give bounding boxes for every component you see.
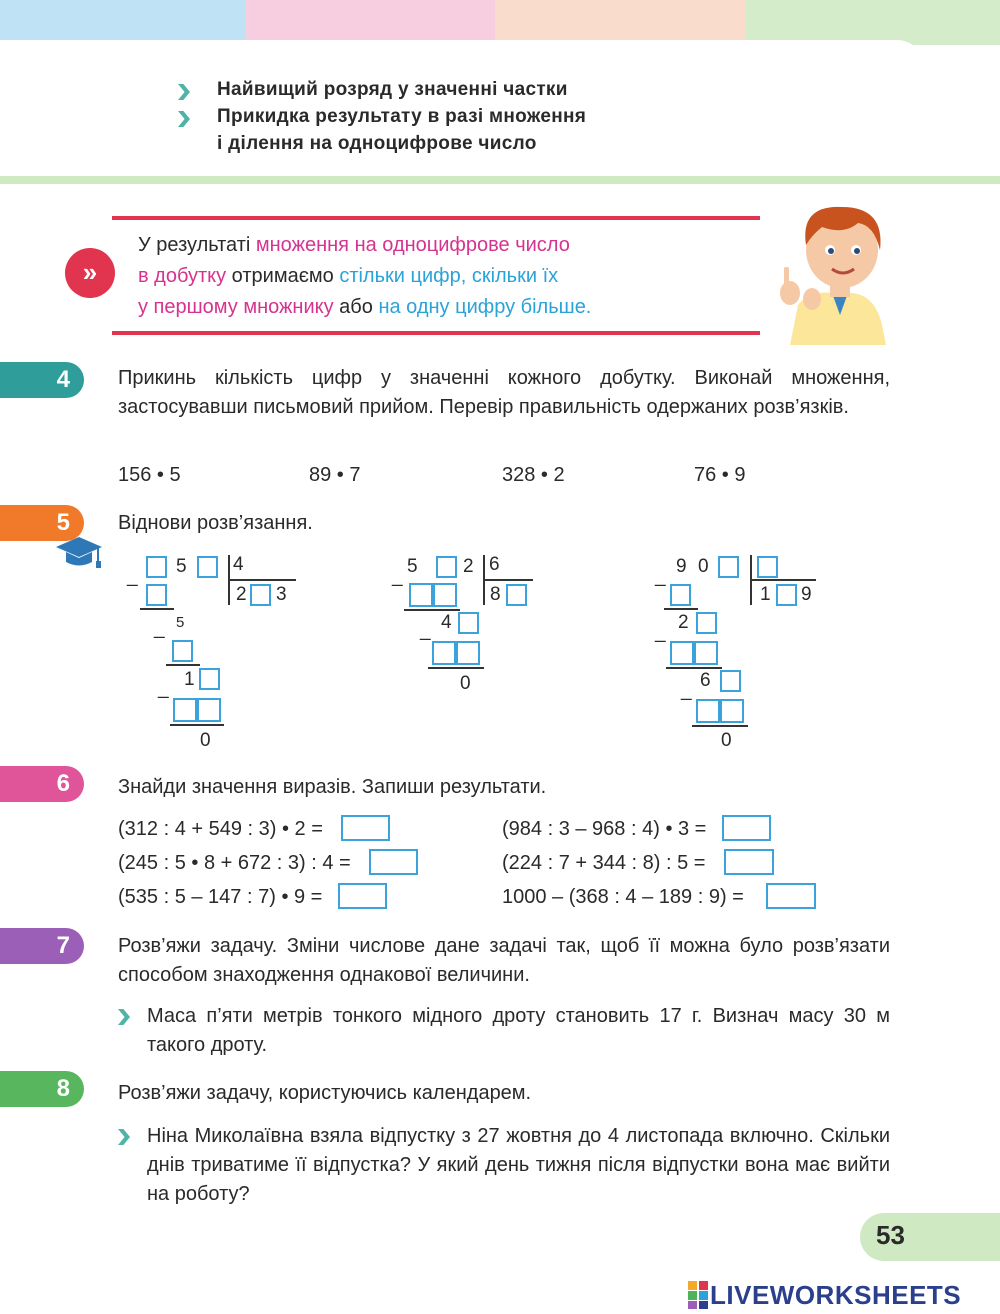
rule-top-line [112,216,760,220]
minus-sign: _ [154,618,165,639]
div1-line [166,664,200,666]
header-strip-green [745,0,1000,45]
task-6-expr-3: (535 : 5 – 147 : 7) • 9 = [118,886,323,908]
task-6-expr-5: (224 : 7 + 344 : 8) : 5 = [502,852,706,874]
answer-input-3[interactable] [338,883,387,909]
div1-sub-input[interactable] [173,698,197,722]
task-5-tab: 5 [0,505,84,541]
div1-sub-input[interactable] [197,698,221,722]
minus-sign: _ [655,566,666,587]
liveworksheets-logo-icon [688,1281,708,1309]
div2-result: 0 [460,673,471,694]
div2-rem-digit: 4 [441,612,452,633]
div3-sub-input[interactable] [694,641,718,665]
div1-quotient-digit: 3 [276,584,287,605]
minus-sign: _ [127,566,138,587]
div3-divisor-input[interactable] [757,556,778,578]
div3-sub-input[interactable] [670,641,694,665]
div2-sub-input[interactable] [433,583,457,607]
div2-digit: 5 [407,556,418,577]
answer-input-6[interactable] [766,883,816,909]
task-7-problem: Маса п’яти метрів тонкого мідного дроту становить 17 г. Визнач масу 30 м такого дроту. [147,1005,890,1056]
topic-2: Прикидка результату в разі множення [217,106,587,127]
div1-digit: 5 [176,556,187,577]
div1-line [140,608,174,610]
div3-line [664,608,698,610]
div3-quotient-input[interactable] [776,584,797,606]
div1-quotient-digit: 2 [236,584,247,605]
div3-quotient-line [750,579,816,581]
header-strip-blue [0,0,245,45]
div1-sub-input[interactable] [172,640,193,662]
div2-line [428,667,484,669]
header-strip-peach [495,0,745,45]
topic-1: Найвищий розряд у значенні частки [217,79,568,100]
div3-digit: 9 [676,556,687,577]
rule-line-1: У результаті множення на одноцифрове число [138,234,570,256]
rule-bottom-line [112,331,760,335]
graduation-cap-icon [54,535,104,571]
chevron-icon [118,1009,130,1025]
liveworksheets-brand[interactable]: LIVEWORKSHEETS [710,1280,962,1310]
div1-sub-input[interactable] [146,584,167,606]
div3-rem-input[interactable] [696,612,717,634]
div1-digit-input[interactable] [146,556,167,578]
div1-rem-input[interactable] [199,668,220,690]
task-4-expr-1: 156 • 5 [118,464,181,486]
div3-rem-input[interactable] [720,670,741,692]
div3-rem-digit: 6 [700,670,711,691]
div1-quotient-line [228,579,296,581]
task-7-text: Розв’яжи задачу. Зміни числове дане задачі так, щоб її можна було розв’язати способом знаходження однакової величини. [118,935,890,986]
topic-3: і ділення на одноцифрове число [217,133,537,154]
div3-rem-digit: 2 [678,612,689,633]
div3-digit-input[interactable] [718,556,739,578]
page-number: 53 [876,1220,905,1250]
div1-line [170,724,224,726]
task-4-text: Прикинь кількість цифр у значенні кожного добутку. Виконай множення, застосувавши письмовий прийом. Перевір правильність одержаних розв’язків. [118,367,890,418]
task-5-text: Віднови розв’язання. [118,512,313,534]
task-8-text: Розв’яжи задачу, користуючись календарем. [118,1082,532,1104]
div2-sub-input[interactable] [409,583,433,607]
answer-input-2[interactable] [369,849,418,875]
div3-quotient-digit: 1 [760,584,771,605]
task-6-expr-4: (984 : 3 – 968 : 4) • 3 = [502,818,707,840]
div2-quotient-digit: 8 [490,584,501,605]
task-4-tab: 4 [0,362,84,398]
div3-line [666,667,722,669]
div2-sub-input[interactable] [432,641,456,665]
div3-digit: 0 [698,556,709,577]
header-divider [0,176,1000,184]
div1-divisor: 4 [233,554,244,575]
div1-rem-digit: 5 [176,614,185,631]
task-6-expr-1: (312 : 4 + 549 : 3) • 2 = [118,818,323,840]
div3-line [692,725,748,727]
minus-sign: _ [158,678,169,699]
div2-divisor: 6 [489,554,500,575]
div2-digit-input[interactable] [436,556,457,578]
task-4-expr-2: 89 • 7 [309,464,361,486]
div2-rem-input[interactable] [458,612,479,634]
div1-quotient-input[interactable] [250,584,271,606]
div2-sub-input[interactable] [456,641,480,665]
div1-rem-digit: 1 [184,669,195,690]
div2-line [404,609,460,611]
div3-sub-input[interactable] [670,584,691,606]
task-8-problem: Ніна Миколаївна взяла відпустку з 27 жовтня до 4 листопада включно. Скільки днів триватиме її відпустка? У який день тижня після відпустки вона має вийти на роботу? [147,1125,890,1205]
rule-line-2: в добутку отримаємо стільки цифр, скільки їх [138,265,559,287]
answer-input-1[interactable] [341,815,390,841]
div3-quotient-digit: 9 [801,584,812,605]
answer-input-5[interactable] [724,849,774,875]
header-strip-pink [245,0,495,45]
div3-sub-input[interactable] [720,699,744,723]
div3-sub-input[interactable] [696,699,720,723]
task-8-tab: 8 [0,1071,84,1107]
div1-digit-input[interactable] [197,556,218,578]
task-4-expr-3: 328 • 2 [502,464,565,486]
div2-digit: 2 [463,556,474,577]
div1-result: 0 [200,730,211,751]
rule-line-3: у першому множнику або на одну цифру більше. [138,296,592,318]
minus-sign: _ [655,622,666,643]
task-4-expr-4: 76 • 9 [694,464,746,486]
task-6-text: Знайди значення виразів. Запиши результати. [118,776,547,798]
chevron-icon [118,1129,130,1145]
answer-input-4[interactable] [722,815,771,841]
boy-illustration [770,195,900,345]
task-7-tab: 7 [0,928,84,964]
task-6-expr-2: (245 : 5 • 8 + 672 : 3) : 4 = [118,852,351,874]
task-6-tab: 6 [0,766,84,802]
minus-sign: _ [420,620,431,641]
task-6-expr-6: 1000 – (368 : 4 – 189 : 9) = [502,886,744,908]
minus-sign: _ [681,680,692,701]
minus-sign: _ [392,566,403,587]
rule-arrow-icon: » [65,248,115,298]
div2-quotient-line [483,579,533,581]
div2-quotient-input[interactable] [506,584,527,606]
div3-result: 0 [721,730,732,751]
